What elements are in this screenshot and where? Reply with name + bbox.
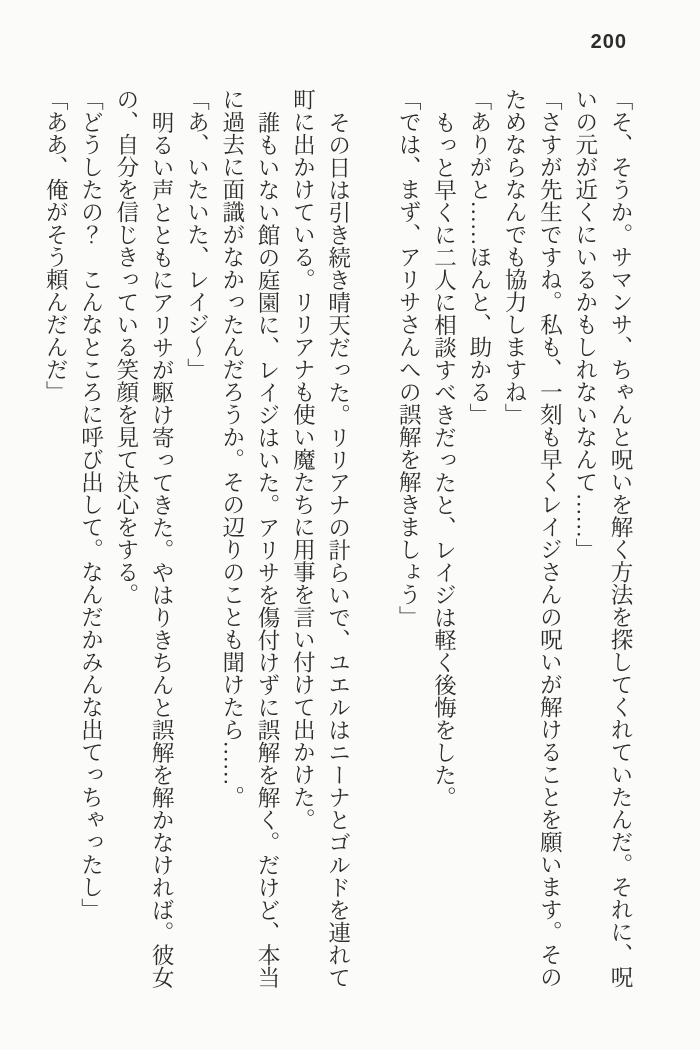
scene-break bbox=[356, 88, 391, 994]
paragraph-dialogue: 「ああ、俺がそう頼んだんだ」 bbox=[43, 88, 69, 403]
paragraph-narrative: もっと早くに二人に相談すべきだったと、レイジは軽く後悔をした。 bbox=[431, 110, 457, 808]
paragraph-narrative: 明るい声とともにアリサが駆け寄ってきた。やはりきちんと誤解を解かなければ。彼女の、自分を信じきっている笑顔を見て決心をする。 bbox=[113, 88, 175, 988]
paragraph-narrative: 誰もいない館の庭園に、レイジはいた。アリサを傷付けずに誤解を解く。だけど、本当に過去に面識がなかったんだろうか。その辺りのことも聞けたら……。 bbox=[219, 88, 281, 988]
paragraph-dialogue: 「どうしたの？ こんなところに呼び出して。なんだかみんな出てっちゃったし」 bbox=[78, 88, 104, 921]
paragraph-dialogue: 「そ、そうか。サマンサ、ちゃんと呪いを解く方法を探してくれていたんだ。それに、呪いの元が近くにいるかもしれないなんて……」 bbox=[572, 88, 633, 988]
page-number: 200 bbox=[590, 31, 627, 53]
paragraph-dialogue: 「あ、いたいた、レイジ〜」 bbox=[184, 88, 210, 381]
paragraph-dialogue: 「ありがと……ほんと、助かる」 bbox=[466, 88, 492, 426]
text-body bbox=[38, 88, 638, 994]
paragraph-dialogue: 「では、まず、アリサさんへの誤解を解きましょう」 bbox=[396, 88, 422, 628]
paragraph-narrative: その日は引き続き晴天だった。リリアナの計らいで、ユエルはニーナとゴルドを連れて町に出かけている。リリアナも使い魔たちに用事を言い付けて出かけた。 bbox=[290, 88, 351, 988]
paragraph-dialogue: 「さすが先生ですね。私も、一刻も早くレイジさんの呪いが解けることを願います。そのためならなんでも協力しますね」 bbox=[502, 88, 563, 988]
